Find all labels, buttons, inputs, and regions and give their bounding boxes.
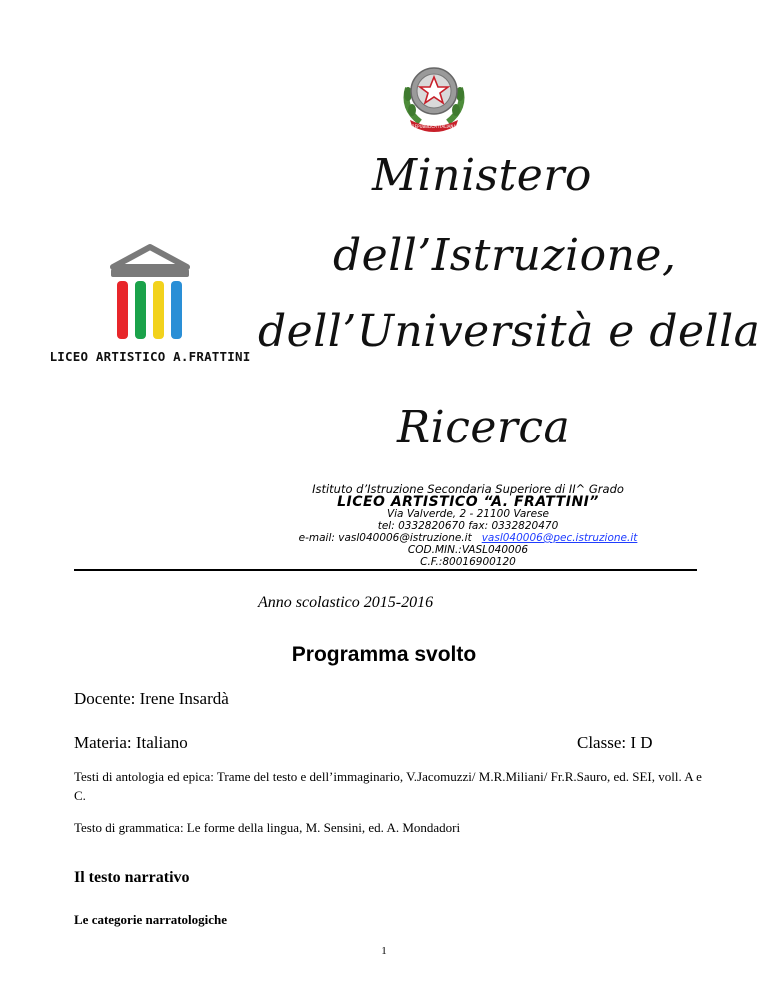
document-title: Programma svolto [291,643,477,666]
header-divider [74,569,697,571]
school-logo-text: LICEO ARTISTICO A.FRATTINI [49,349,251,364]
institute-phone: tel: 0332820670 fax: 0332820470 [377,520,559,532]
subject: Materia: Italiano [74,733,188,752]
teacher: Docente: Irene Insardà [74,689,229,708]
institute-pec-link[interactable]: vasl040006@pec.istruzione.it [481,532,638,544]
institute-address: Via Valverde, 2 - 21100 Varese [386,508,550,520]
institute-cf: C.F.:80016900120 [420,556,516,568]
ministry-line-3: dell’Università e della [258,306,761,357]
institute-codmin: COD.MIN.:VASL040006 [407,544,529,556]
school-year: Anno scolastico 2015-2016 [258,594,434,611]
section-heading: Il testo narrativo [74,869,190,886]
class: Classe: I D [577,733,653,752]
page-number: 1 [381,945,387,957]
italian-republic-emblem [398,58,470,134]
institute-grado: Istituto d’Istruzione Secondaria Superiore di II^ Grado [312,482,624,496]
emblem-ribbon-text: REPUBBLICA ITALIANA [411,124,457,129]
liceo-artistico-logo [49,243,251,368]
ministry-line-4: Ricerca [397,402,571,453]
anthology-textbooks: Testi di antologia ed epica: Trame del testo e dell’immaginario, V.Jacomuzzi/ M.R.Miliani/ Fr.R.Sauro, ed. SEI, voll. A e C. [74,769,702,803]
ministry-line-2: dell’Istruzione, [333,230,677,281]
institute-name: LICEO ARTISTICO “A. FRATTINI” [337,494,599,510]
subsection-heading: Le categorie narratologiche [74,912,228,927]
grammar-textbook: Testo di grammatica: Le forme della lingua, M. Sensini, ed. A. Mondadori [74,820,461,835]
institute-email: e-mail: vasl040006@istruzione.it [298,532,472,544]
institute-contacts [258,532,678,544]
ministry-line-1: Ministero [372,150,592,201]
